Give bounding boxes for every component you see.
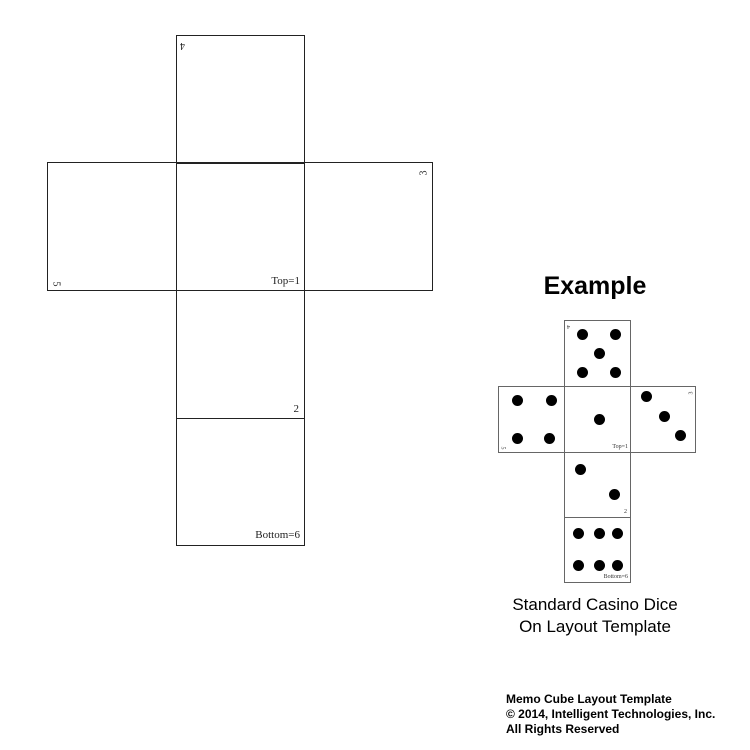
- pip: [659, 411, 670, 422]
- example-face-left: [498, 386, 565, 453]
- face-top-label: 4: [180, 40, 185, 51]
- example-face-bottom: [564, 517, 631, 583]
- example-caption: [480, 594, 710, 638]
- pip: [573, 560, 584, 571]
- face-bottom-label: Bottom=6: [255, 529, 300, 541]
- footer-line3: All Rights Reserved: [506, 722, 620, 736]
- pip: [641, 391, 652, 402]
- pip: [577, 367, 588, 378]
- pip: [594, 560, 605, 571]
- pip: [546, 395, 557, 406]
- face-center: [176, 162, 305, 291]
- pip: [594, 414, 605, 425]
- pip: [575, 464, 586, 475]
- example-face-left-label: 5: [499, 446, 506, 450]
- example-face-top-label: 4: [567, 323, 570, 329]
- face-mid-label: 2: [293, 403, 299, 415]
- example-face-center-label: Top=1: [612, 444, 628, 450]
- example-face-top: [564, 320, 631, 387]
- example-face-mid: [564, 452, 631, 518]
- pip: [577, 329, 588, 340]
- face-left: [47, 162, 177, 291]
- face-left-label: 5: [50, 281, 62, 287]
- face-center-label: Top=1: [271, 275, 300, 287]
- face-top: [176, 35, 305, 164]
- footer-line1: Memo Cube Layout Template: [506, 692, 672, 706]
- pip: [610, 367, 621, 378]
- pip: [594, 348, 605, 359]
- example-face-bottom-label: Bottom=6: [603, 574, 628, 580]
- pip: [544, 433, 555, 444]
- face-right-label: 3: [418, 170, 430, 176]
- pip: [610, 329, 621, 340]
- example-caption-line1: Standard Casino Dice: [512, 595, 678, 614]
- face-mid: [176, 290, 305, 419]
- pip: [512, 395, 523, 406]
- pip: [675, 430, 686, 441]
- example-face-center: [564, 386, 631, 453]
- example-title: Example: [543, 272, 647, 300]
- face-right: [304, 162, 433, 291]
- copyright-footer: [506, 692, 715, 737]
- example-face-right-label: 3: [688, 391, 695, 395]
- face-bottom: [176, 418, 305, 546]
- pip: [512, 433, 523, 444]
- pip: [612, 560, 623, 571]
- example-caption-line2: On Layout Template: [519, 617, 671, 636]
- pip: [609, 489, 620, 500]
- footer-line2: © 2014, Intelligent Technologies, Inc.: [506, 707, 716, 721]
- example-face-right: [630, 386, 696, 453]
- pip: [612, 528, 623, 539]
- pip: [573, 528, 584, 539]
- example-face-mid-label: 2: [624, 509, 627, 515]
- pip: [594, 528, 605, 539]
